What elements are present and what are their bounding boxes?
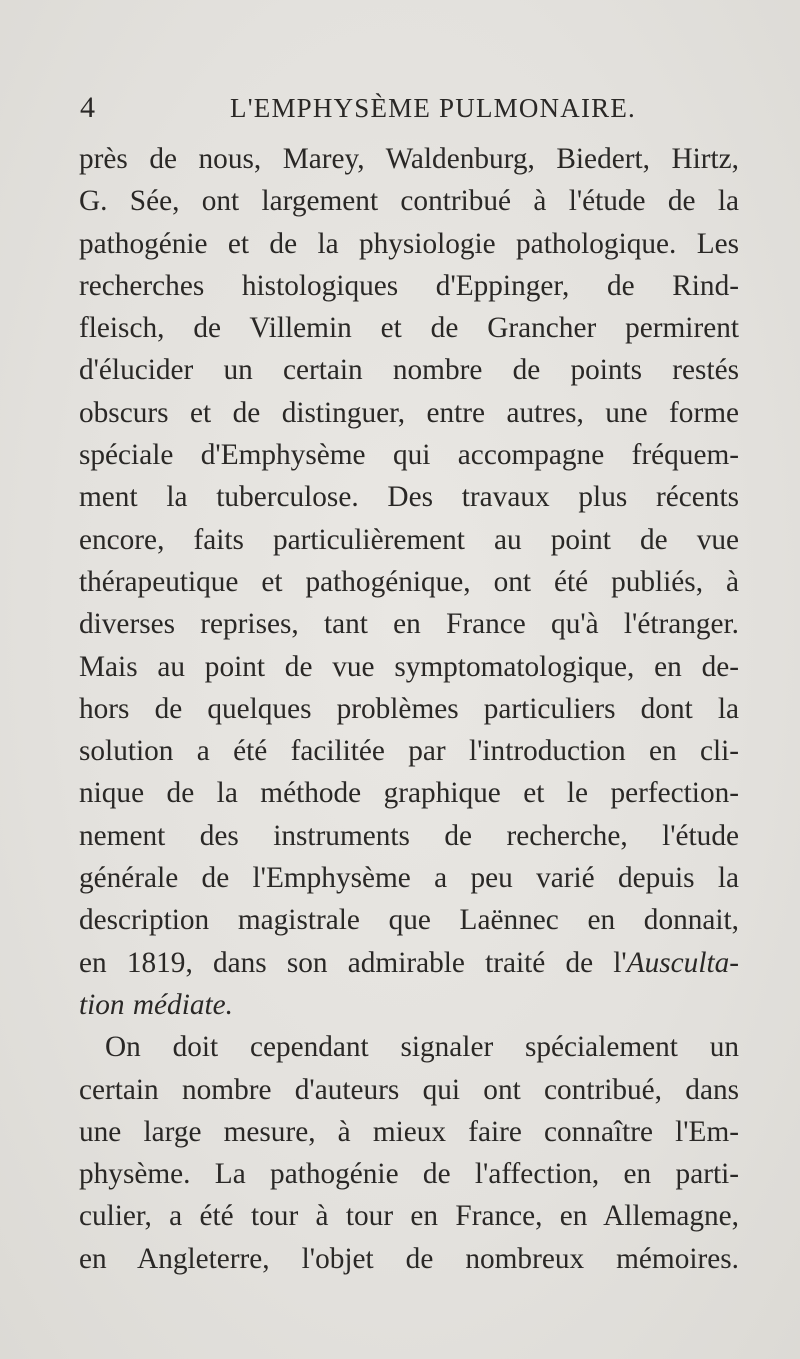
- text-line: certain nombre d'auteurs qui ont contribué, dans: [79, 1073, 739, 1106]
- text-line: [79, 942, 739, 984]
- text-line: près de nous, Marey, Waldenburg, Biedert, Hirtz,: [79, 143, 739, 175]
- text-line: nement des instruments de recherche, l'étude: [79, 819, 739, 852]
- text-line: recherches histologiques d'Eppinger, de Rind-: [79, 269, 739, 302]
- text-line: fleisch, de Villemin et de Grancher permirent: [79, 312, 739, 345]
- text-line: diverses reprises, tant en France qu'à l'étranger.: [79, 608, 739, 641]
- page-number: 4: [80, 91, 96, 124]
- text-line: en Angleterre, l'objet de nombreux mémoires.: [79, 1242, 739, 1275]
- text-line: d'élucider un certain nombre de points restés: [79, 354, 739, 387]
- text-line: physème. La pathogénie de l'affection, en parti-: [79, 1158, 739, 1191]
- text-line: [79, 984, 739, 1026]
- text-line: spéciale d'Emphysème qui accompagne fréquem-: [79, 439, 739, 472]
- text-line: G. Sée, ont largement contribué à l'étude de la: [79, 185, 739, 218]
- book-title-italic: tion médiate.: [79, 988, 233, 1021]
- text-line: nique de la méthode graphique et le perfection-: [79, 777, 739, 810]
- text-line: thérapeutique et pathogénique, ont été publiés, à: [79, 565, 739, 598]
- book-title-italic: Ausculta-: [626, 946, 739, 979]
- text-line: Mais au point de vue symptomatologique, en de-: [79, 650, 739, 683]
- text-line: culier, a été tour à tour en France, en Allemagne,: [79, 1200, 739, 1233]
- paragraph-start-line: On doit cependant signaler spécialement un: [105, 1031, 739, 1064]
- text-line: hors de quelques problèmes particuliers dont la: [79, 692, 739, 725]
- text-line: ment la tuberculose. Des travaux plus récents: [79, 481, 739, 514]
- body-text: [79, 138, 739, 1280]
- text-line: une large mesure, à mieux faire connaître l'Em-: [79, 1115, 739, 1148]
- text-line: solution a été facilitée par l'introduction en cli-: [79, 735, 739, 768]
- text-line: encore, faits particulièrement au point de vue: [79, 523, 739, 556]
- text-line: description magistrale que Laënnec en donnait,: [79, 904, 739, 937]
- text-line: obscurs et de distinguer, entre autres, une forme: [79, 396, 739, 429]
- running-head: [80, 88, 720, 128]
- text-line: générale de l'Emphysème a peu varié depuis la: [79, 862, 739, 895]
- text-line: pathogénie et de la physiologie pathologique. Les: [79, 227, 739, 260]
- text-segment: en 1819, dans son admirable traité de l': [79, 946, 627, 979]
- running-title: L'EMPHYSÈME PULMONAIRE.: [230, 93, 636, 123]
